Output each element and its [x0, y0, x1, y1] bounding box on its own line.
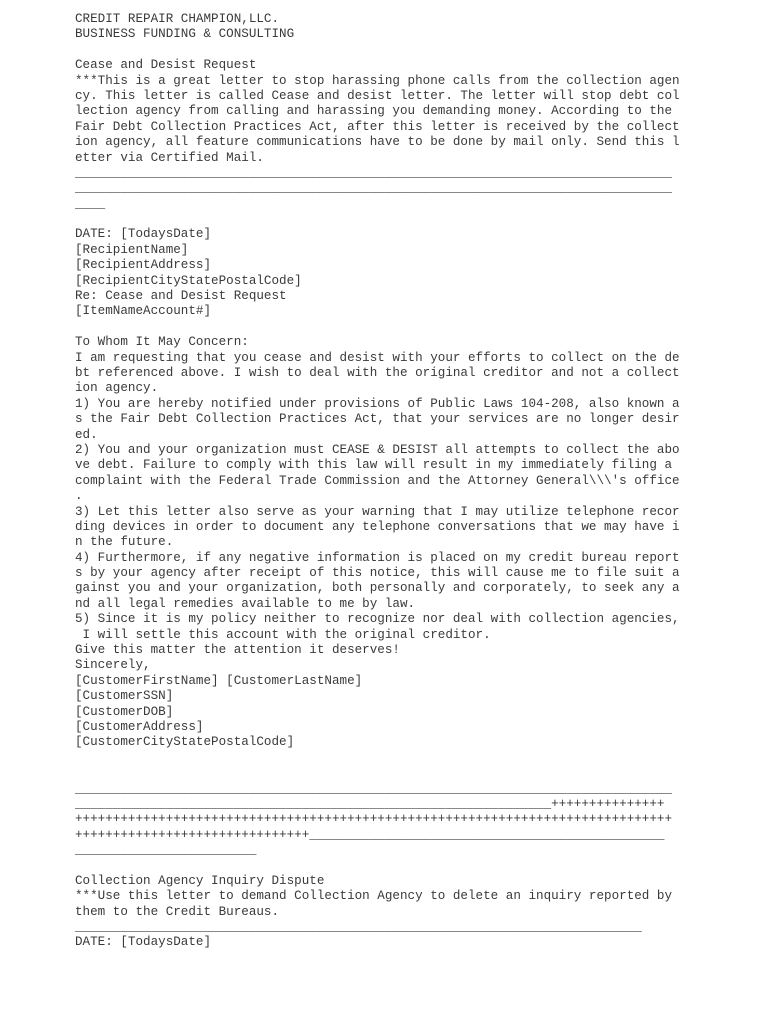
body-line: s by your agency after receipt of this notice, this will cause me to file suit a: [75, 566, 680, 581]
body-line: complaint with the Federal Trade Commission and the Attorney General\\\'s office: [75, 473, 680, 488]
body-line: .: [75, 489, 83, 504]
divider-line: +++++++++++++++++++++++++++++++++++++++++++++++++++++++++++++++++++++++++++++++: [75, 812, 673, 827]
divider-line: _______________________________________________________________+++++++++++++++: [75, 796, 665, 811]
body-line: s the Fair Debt Collection Practices Act, that your services are no longer desir: [75, 412, 680, 427]
letter1-intro-line: ***This is a great letter to stop harassing phone calls from the collection agen: [75, 73, 680, 88]
body-line: 3) Let this letter also serve as your warning that I may utilize telephone recor: [75, 504, 680, 519]
body-line: 4) Furthermore, if any negative information is placed on my credit bureau report: [75, 550, 680, 565]
salutation: To Whom It May Concern:: [75, 335, 249, 350]
letter2-date-line: DATE: [TodaysDate]: [75, 935, 212, 950]
letter1-intro-line: cy. This letter is called Cease and desist letter. The letter will stop debt col: [75, 88, 680, 103]
body-line: 2) You and your organization must CEASE & DESIST all attempts to collect the abo: [75, 442, 680, 457]
date-line: DATE: [TodaysDate]: [75, 227, 212, 242]
body-line: gainst you and your organization, both personally and corporately, to seek any a: [75, 581, 680, 596]
recipient-name: [RecipientName]: [75, 242, 189, 257]
separator-line: _______________________________________________________________________________: [75, 181, 673, 196]
document-page: [75, 12, 680, 951]
company-name: CREDIT REPAIR CHAMPION,LLC.: [75, 12, 280, 26]
customer-name: [CustomerFirstName] [CustomerLastName]: [75, 673, 363, 688]
customer-city: [CustomerCityStatePostalCode]: [75, 735, 295, 750]
letter2-intro-line: ***Use this letter to demand Collection Agency to delete an inquiry reported by: [75, 889, 673, 904]
re-line: Re: Cease and Desist Request: [75, 289, 287, 304]
body-line: ion agency.: [75, 381, 159, 396]
letter2-intro-line: them to the Credit Bureaus.: [75, 904, 280, 919]
divider-line: _______________________________________________________________________________: [75, 781, 673, 796]
body-line: n the future.: [75, 535, 174, 550]
recipient-city: [RecipientCityStatePostalCode]: [75, 273, 302, 288]
body-line: I will settle this account with the original creditor.: [75, 627, 491, 642]
sign-off: Sincerely,: [75, 658, 151, 673]
body-line: bt referenced above. I wish to deal with the original creditor and not a collect: [75, 365, 680, 380]
separator-line: ____: [75, 196, 106, 211]
divider-line: +++++++++++++++++++++++++++++++_______________________________________________: [75, 827, 665, 842]
divider-line: ________________________: [75, 843, 257, 858]
letter1-title: Cease and Desist Request: [75, 58, 257, 73]
body-line: nd all legal remedies available to me by law.: [75, 596, 416, 611]
body-line: ed.: [75, 427, 98, 442]
separator-line: ___________________________________________________________________________: [75, 920, 642, 935]
body-line: 1) You are hereby notified under provisions of Public Laws 104-208, also known a: [75, 396, 680, 411]
customer-dob: [CustomerDOB]: [75, 704, 174, 719]
separator-line: _______________________________________________________________________________: [75, 165, 673, 180]
company-tagline: BUSINESS FUNDING & CONSULTING: [75, 27, 295, 42]
body-line: I am requesting that you cease and desist with your efforts to collect on the de: [75, 350, 680, 365]
closing-line: Give this matter the attention it deserves!: [75, 643, 400, 658]
body-line: 5) Since it is my policy neither to recognize nor deal with collection agencies,: [75, 612, 680, 627]
recipient-address: [RecipientAddress]: [75, 258, 212, 273]
customer-ssn: [CustomerSSN]: [75, 689, 174, 704]
account-line: [ItemNameAccount#]: [75, 304, 212, 319]
letter1-intro-line: etter via Certified Mail.: [75, 150, 264, 165]
body-line: ve debt. Failure to comply with this law will result in my immediately filing a: [75, 458, 673, 473]
letter1-intro-line: lection agency from calling and harassing you demanding money. According to the: [75, 104, 673, 119]
customer-address: [CustomerAddress]: [75, 719, 204, 734]
letter1-intro-line: ion agency, all feature communications have to be done by mail only. Send this l: [75, 135, 680, 150]
body-line: ding devices in order to document any telephone conversations that we may have i: [75, 519, 680, 534]
letter2-title: Collection Agency Inquiry Dispute: [75, 873, 325, 888]
letter1-intro-line: Fair Debt Collection Practices Act, after this letter is received by the collect: [75, 119, 680, 134]
